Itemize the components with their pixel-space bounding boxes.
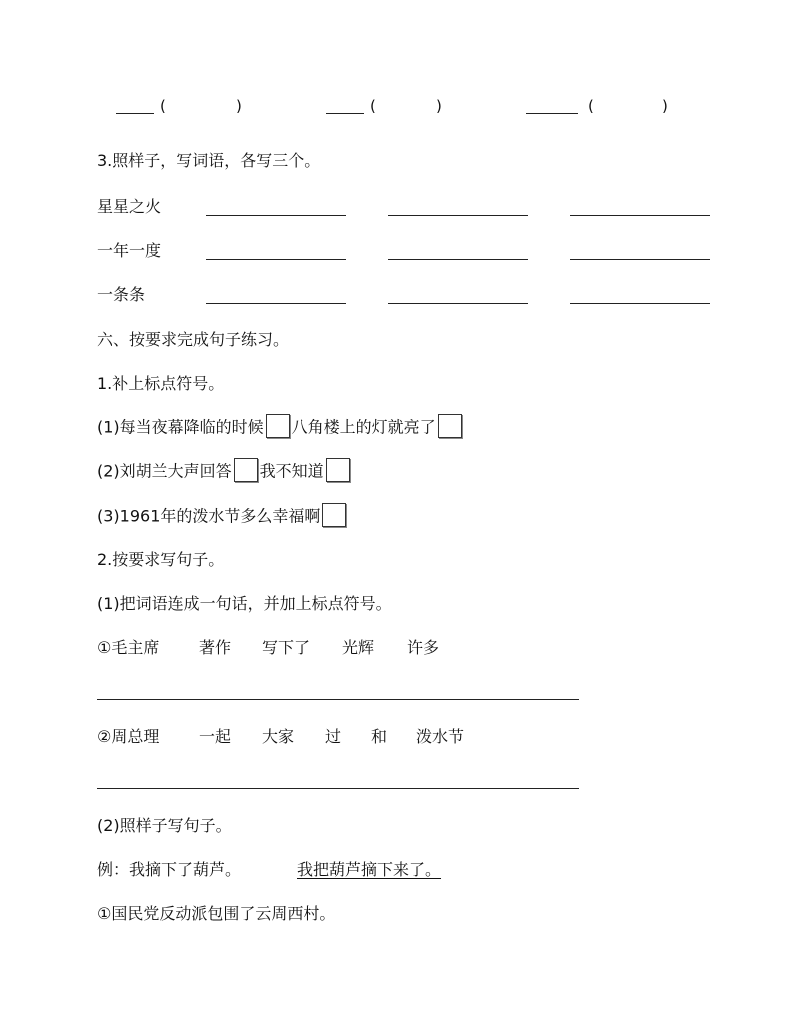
top-paren-close-3: ) bbox=[662, 97, 668, 115]
word1-1: 著作 bbox=[199, 638, 232, 657]
q3-blank-2-2[interactable] bbox=[388, 259, 528, 260]
word2-3: 过 bbox=[325, 727, 342, 746]
top-blank-3[interactable] bbox=[526, 113, 578, 114]
q3-blank-3-1[interactable] bbox=[206, 303, 346, 304]
punct-box-4[interactable] bbox=[326, 458, 350, 482]
punct-sentence-1-b: 八角楼上的灯就亮了 bbox=[291, 417, 436, 437]
top-paren-open-3: ( bbox=[588, 97, 594, 115]
word2-5: 泼水节 bbox=[416, 727, 465, 746]
q3-blank-1-3[interactable] bbox=[570, 215, 710, 216]
q3-example-2: 一年一度 bbox=[97, 241, 162, 260]
top-paren-open-2: ( bbox=[370, 97, 376, 115]
word1-3: 光辉 bbox=[342, 638, 375, 657]
q3-blank-3-3[interactable] bbox=[570, 303, 710, 304]
section6-heading: 六、按要求完成句子练习。 bbox=[97, 330, 290, 349]
punct-box-1[interactable] bbox=[266, 414, 290, 438]
punct-sentence-2-a: (2)刘胡兰大声回答 bbox=[97, 461, 232, 481]
top-paren-close-1: ) bbox=[236, 97, 242, 115]
punct-sentence-1-a: (1)每当夜幕降临的时候 bbox=[97, 417, 264, 437]
q3-blank-1-2[interactable] bbox=[388, 215, 528, 216]
q3-example-1: 星星之火 bbox=[97, 197, 162, 216]
top-paren-close-2: ) bbox=[436, 97, 442, 115]
part2-heading: 2.按要求写句子。 bbox=[97, 550, 225, 569]
word2-4: 和 bbox=[371, 727, 388, 746]
punct-sentence-2-b: 我不知道 bbox=[259, 461, 324, 481]
punct-sentence-3-a: (3)1961年的泼水节多么幸福啊 bbox=[97, 506, 321, 526]
part1-heading: 1.补上标点符号。 bbox=[97, 374, 225, 393]
q3-blank-3-2[interactable] bbox=[388, 303, 528, 304]
word2-0: ②周总理 bbox=[97, 727, 160, 746]
top-blank-1[interactable] bbox=[116, 113, 154, 114]
punct-box-3[interactable] bbox=[234, 458, 258, 482]
answer-line-2[interactable] bbox=[97, 788, 579, 789]
word2-2: 大家 bbox=[262, 727, 295, 746]
example-label: 例：我摘下了葫芦。 bbox=[97, 860, 242, 879]
word1-0: ①毛主席 bbox=[97, 638, 160, 657]
punct-sentence-1 bbox=[97, 416, 464, 440]
q3-example-3: 一条条 bbox=[97, 285, 146, 304]
q3-blank-1-1[interactable] bbox=[206, 215, 346, 216]
punct-box-5[interactable] bbox=[322, 503, 346, 527]
q3-blank-2-3[interactable] bbox=[570, 259, 710, 260]
part2-sub2-heading: (2)照样子写句子。 bbox=[97, 816, 232, 835]
rewrite-item-1: ①国民党反动派包围了云周西村。 bbox=[97, 904, 336, 923]
part2-sub1-heading: (1)把词语连成一句话，并加上标点符号。 bbox=[97, 594, 392, 613]
punct-sentence-2 bbox=[97, 460, 352, 484]
example-answer: 我把葫芦摘下来了。 bbox=[297, 860, 442, 879]
punct-sentence-3 bbox=[97, 505, 348, 529]
word1-2: 写下了 bbox=[262, 638, 311, 657]
word2-1: 一起 bbox=[199, 727, 232, 746]
top-paren-open-1: ( bbox=[160, 97, 166, 115]
q3-blank-2-1[interactable] bbox=[206, 259, 346, 260]
punct-box-2[interactable] bbox=[438, 414, 462, 438]
word1-4: 许多 bbox=[407, 638, 440, 657]
answer-line-1[interactable] bbox=[97, 699, 579, 700]
q3-heading: 3.照样子，写词语，各写三个。 bbox=[97, 151, 321, 170]
top-blank-2[interactable] bbox=[326, 113, 364, 114]
